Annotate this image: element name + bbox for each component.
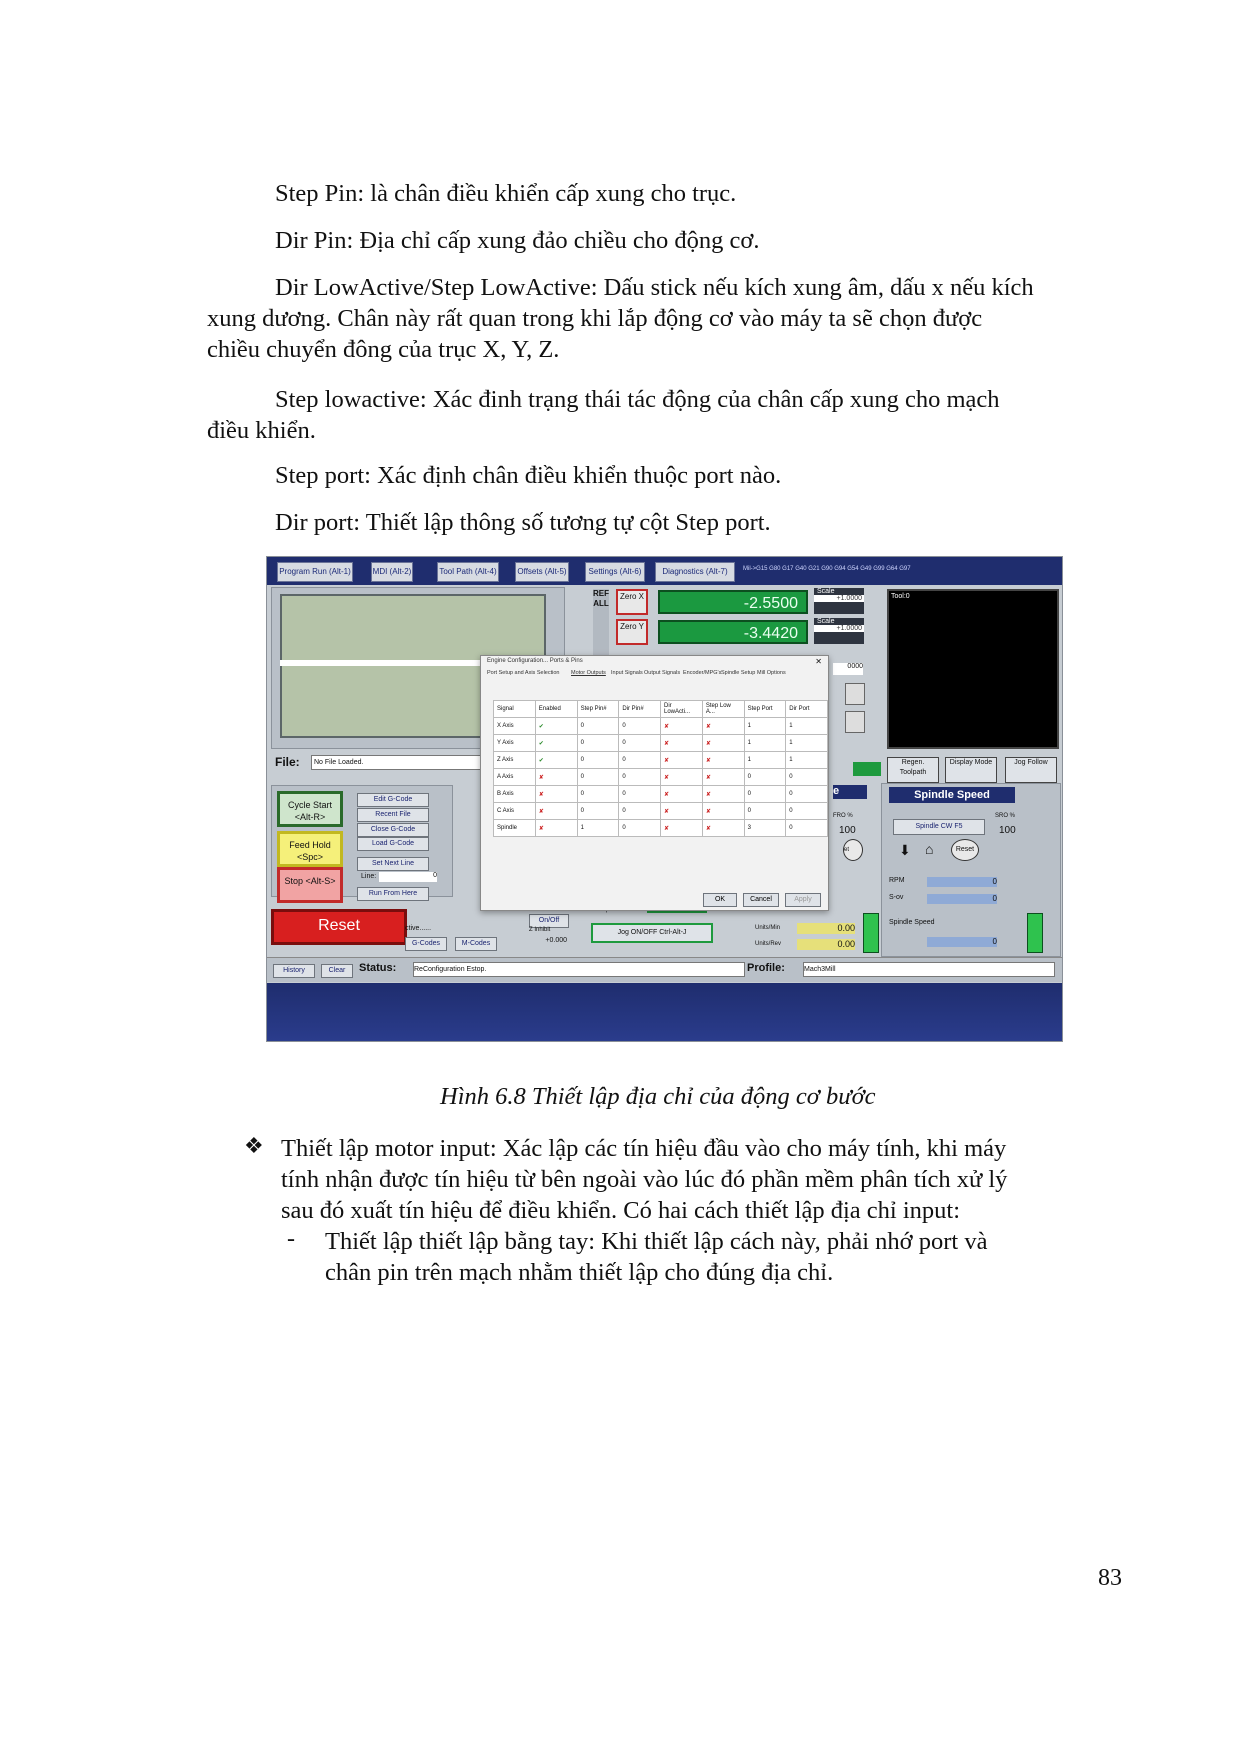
stop-button[interactable]: Stop <Alt-S> [277, 867, 343, 903]
text-line: xung dương. Chân này rất quan trong khi lắp động cơ vào máy ta sẽ chọn được [207, 305, 983, 332]
profile-field: Mach3Mill [803, 962, 1055, 977]
table-cell[interactable]: 0 [577, 752, 619, 769]
cancel-button[interactable]: Cancel [743, 893, 779, 907]
apply-button[interactable]: Apply [785, 893, 821, 907]
text-line: Step port: Xác định chân điều khiển thuộc port nào. [275, 462, 782, 489]
table-cell[interactable]: 0 [577, 769, 619, 786]
table-row [494, 803, 828, 820]
table-cell[interactable]: 0 [577, 718, 619, 735]
table-cell[interactable]: 0 [786, 769, 828, 786]
column-header: Step Port [744, 701, 786, 718]
column-header: Step Pin# [577, 701, 619, 718]
table-cell[interactable]: X Axis [494, 718, 536, 735]
mcodes-button[interactable]: M-Codes [455, 937, 497, 951]
scale-label: Scale [817, 588, 835, 595]
bottom-banner [267, 983, 1062, 1041]
feed-bar [863, 913, 879, 953]
table-row [494, 735, 828, 752]
zero-x-button[interactable]: Zero X [616, 589, 648, 615]
table-row [494, 752, 828, 769]
active-label: ctive...... [405, 925, 432, 932]
motor-outputs-table [493, 700, 828, 837]
table-cell[interactable]: 0 [619, 803, 661, 820]
spindle-speed-title: Spindle Speed [889, 787, 1015, 803]
table-header-row [494, 701, 828, 718]
dialog-tab-spindle-setup[interactable]: Spindle Setup [721, 670, 756, 676]
text-line: chiều chuyển đông của trục X, Y, Z. [207, 336, 560, 363]
table-cell[interactable]: 1 [744, 752, 786, 769]
table-cell[interactable]: 0 [619, 769, 661, 786]
gcodes-button[interactable]: G-Codes [405, 937, 447, 951]
text-line: sau đó xuất tín hiệu để điều khiển. Có hai cách thiết lập địa chỉ input: [281, 1197, 961, 1224]
spindle-bar [1027, 913, 1043, 953]
table-cell[interactable]: 0 [786, 786, 828, 803]
gcode-modal-line: Mil->G15 G80 G17 G40 G21 G90 G94 G54 G49 G99 G64 G97 [743, 566, 911, 572]
units-min-value: 0.00 [797, 923, 855, 934]
zero-y-button[interactable]: Zero Y [616, 619, 648, 645]
table-cell[interactable]: 0 [619, 718, 661, 735]
run-from-here-button[interactable]: Run From Here [357, 887, 429, 901]
green-indicator [853, 762, 881, 776]
scale-value: +1.0000 [814, 625, 864, 632]
table-cell[interactable]: C Axis [494, 803, 536, 820]
fro-label: FRO % [833, 813, 853, 819]
tab-program-run[interactable]: Program Run (Alt-1) [277, 562, 353, 582]
z-inhibit-value: +0.000 [545, 937, 567, 944]
text-line: chân pin trên mạch nhằm thiết lập cho đúng địa chỉ. [325, 1259, 834, 1286]
scale-y [814, 618, 864, 644]
dialog-tab-encoder[interactable]: Encoder/MPG's [683, 670, 722, 676]
feed-hold-button[interactable]: Feed Hold <Spc> [277, 831, 343, 867]
table-cell[interactable]: 0 [577, 735, 619, 752]
history-button[interactable]: History [273, 964, 315, 978]
ports-pins-dialog [480, 655, 829, 911]
status-label: Status: [359, 962, 397, 974]
table-cell[interactable]: 3 [744, 820, 786, 837]
units-min-label: Units/Min [755, 925, 781, 931]
edit-gcode-button[interactable]: Edit G-Code [357, 793, 429, 807]
column-header: Dir Port [786, 701, 828, 718]
rpm-value: 0 [927, 877, 997, 887]
tab-diagnostics[interactable]: Diagnostics (Alt-7) [655, 562, 735, 582]
table-cell[interactable]: 1 [577, 820, 619, 837]
units-rev-label: Units/Rev [755, 941, 782, 947]
paragraph-step-port [207, 460, 1122, 491]
text-line: Thiết lập thiết lập bằng tay: Khi thiết lập cách này, phải nhớ port và [325, 1228, 988, 1255]
jog-onoff-button[interactable]: Jog ON/OFF Ctrl-Alt-J [591, 923, 713, 943]
cycle-start-button[interactable]: Cycle Start <Alt-R> [277, 791, 343, 827]
sro-value: 100 [999, 825, 1016, 836]
table-cell[interactable]: Y Axis [494, 735, 536, 752]
file-field: No File Loaded. [311, 755, 555, 770]
status-bar [267, 957, 1062, 982]
load-gcode-button[interactable]: Load G-Code [357, 837, 429, 851]
table-cell[interactable]: ✘ [535, 803, 577, 820]
status-field: ReConfiguration Estop. [413, 962, 745, 977]
file-label: File: [275, 755, 300, 769]
spindle-speed-value: 0 [927, 937, 997, 947]
table-cell[interactable]: ✘ [535, 820, 577, 837]
table-cell[interactable]: ✘ [702, 718, 744, 735]
table-cell[interactable]: ✘ [661, 769, 703, 786]
spindle-speed-label: Spindle Speed [889, 919, 935, 926]
set-next-line-button[interactable]: Set Next Line [357, 857, 429, 871]
text-line: Step lowactive: Xác đinh trạng thái tác động của chân cấp xung cho mạch [275, 386, 1000, 413]
column-header: Dir Pin# [619, 701, 661, 718]
paragraph-step-lowactive [207, 384, 1122, 446]
arrow-down-icon[interactable]: ⬇ [899, 842, 911, 858]
table-cell[interactable]: 0 [744, 786, 786, 803]
table-cell[interactable]: 0 [744, 769, 786, 786]
table-cell[interactable]: ✘ [702, 752, 744, 769]
text-line: Dir port: Thiết lập thông số tương tự cột Step port. [275, 509, 771, 536]
mach3-screenshot-figure [266, 556, 1063, 1042]
tab-bar [267, 557, 1062, 585]
table-cell[interactable]: ✘ [702, 769, 744, 786]
fro-reset-button[interactable]: et [843, 839, 863, 861]
table-cell[interactable]: ✘ [702, 803, 744, 820]
dialog-tab-port-setup[interactable]: Port Setup and Axis Selection [487, 670, 560, 676]
text-line: Dir Pin: Địa chỉ cấp xung đảo chiều cho động cơ. [275, 227, 760, 254]
clear-button[interactable]: Clear [321, 964, 353, 978]
feedrate-title: e [833, 785, 867, 799]
dash-paragraph [325, 1226, 1125, 1288]
reset-button[interactable]: Reset [271, 909, 407, 945]
close-gcode-button[interactable]: Close G-Code [357, 823, 429, 837]
fro-value: 100 [839, 825, 856, 836]
scale-x [814, 588, 864, 614]
partial-button[interactable] [845, 711, 865, 733]
dash-bullet: - [287, 1226, 295, 1252]
figure-caption: Hình 6.8 Thiết lập địa chỉ của động cơ bước [440, 1083, 876, 1110]
dialog-tab-input-signals[interactable]: Input Signals [611, 670, 643, 676]
scale-z-value: 0000 [833, 663, 863, 675]
table-cell[interactable]: ✘ [661, 803, 703, 820]
line-label: Line: [361, 873, 377, 880]
table-cell[interactable]: 0 [786, 820, 828, 837]
dialog-title: Engine Configuration... Ports & Pins [487, 658, 583, 664]
table-cell[interactable]: A Axis [494, 769, 536, 786]
table-cell[interactable]: ✔ [535, 752, 577, 769]
bullet-paragraph [281, 1133, 1121, 1226]
tab-tool-path[interactable]: Tool Path (Alt-4) [437, 562, 499, 582]
table-row [494, 786, 828, 803]
ok-button[interactable]: OK [703, 893, 737, 907]
dialog-tab-motor-outputs[interactable]: Motor Outputs [571, 670, 606, 676]
table-cell[interactable]: 0 [577, 786, 619, 803]
recent-file-button[interactable]: Recent File [357, 808, 429, 822]
table-cell[interactable]: 1 [786, 735, 828, 752]
text-line: Thiết lập motor input: Xác lập các tín hiệu đầu vào cho máy tính, khi máy [281, 1135, 1007, 1162]
sro-label: SRO % [995, 813, 1016, 819]
sov-label: S-ov [889, 894, 904, 901]
table-cell[interactable]: ✘ [702, 820, 744, 837]
diamond-bullet-icon: ❖ [244, 1133, 264, 1158]
motor-rows [494, 718, 828, 837]
table-cell[interactable]: 0 [619, 786, 661, 803]
table-cell[interactable]: 0 [786, 803, 828, 820]
toolpath-display [887, 589, 1059, 749]
table-cell[interactable]: Z Axis [494, 752, 536, 769]
dro-y[interactable]: -3.4420 [658, 620, 808, 644]
table-cell[interactable]: 1 [744, 735, 786, 752]
table-cell[interactable]: ✘ [535, 786, 577, 803]
table-cell[interactable]: ✘ [535, 769, 577, 786]
table-cell[interactable]: Spindle [494, 820, 536, 837]
table-row [494, 718, 828, 735]
table-cell[interactable]: 0 [619, 735, 661, 752]
display-mode-button[interactable]: Display Mode [945, 757, 997, 783]
table-cell[interactable]: 1 [744, 718, 786, 735]
paragraph-low-active [207, 272, 1122, 365]
table-cell[interactable]: ✔ [535, 718, 577, 735]
text-line: tính nhận được tín hiệu từ bên ngoài vào lúc đó phần mềm phân tích xử lý [281, 1166, 1008, 1193]
partial-button[interactable] [845, 683, 865, 705]
scale-value: +1.0000 [814, 595, 864, 602]
table-cell[interactable]: 0 [744, 803, 786, 820]
table-cell[interactable]: 0 [619, 752, 661, 769]
home-icon[interactable]: ⌂ [925, 841, 934, 857]
z-inhibit-label: Z Inhibit [529, 927, 551, 933]
regen-toolpath-button[interactable]: Regen. Toolpath [887, 757, 939, 783]
column-header: Enabled [535, 701, 577, 718]
tool-label: Tool:0 [891, 593, 910, 600]
sro-reset-button[interactable]: Reset [951, 839, 979, 861]
tab-settings[interactable]: Settings (Alt-6) [585, 562, 645, 582]
table-cell[interactable]: B Axis [494, 786, 536, 803]
text-line: Dir LowActive/Step LowActive: Dấu stick nếu kích xung âm, dấu x nếu kích [275, 274, 1034, 301]
table-cell[interactable]: ✘ [661, 820, 703, 837]
table-cell[interactable]: ✘ [661, 752, 703, 769]
tab-mdi[interactable]: MDI (Alt-2) [371, 562, 413, 582]
table-cell[interactable]: ✘ [661, 718, 703, 735]
paragraph-step-pin [207, 178, 1122, 209]
paragraph-dir-pin [207, 225, 1122, 256]
jog-follow-button[interactable]: Jog Follow [1005, 757, 1057, 783]
scale-label: Scale [817, 618, 835, 625]
table-cell[interactable]: 0 [619, 820, 661, 837]
sov-value: 0 [927, 894, 997, 904]
table-cell[interactable]: 0 [577, 803, 619, 820]
table-cell[interactable]: ✔ [535, 735, 577, 752]
rpm-label: RPM [889, 877, 905, 884]
table-row [494, 769, 828, 786]
page-number: 83 [1098, 1565, 1122, 1591]
column-header: Step Low A... [702, 701, 744, 718]
close-icon[interactable]: ✕ [815, 657, 822, 666]
dialog-tab-output-signals[interactable]: Output Signals [644, 670, 681, 676]
tab-offsets[interactable]: Offsets (Alt-5) [515, 562, 569, 582]
table-cell[interactable]: ✘ [661, 786, 703, 803]
table-cell[interactable]: ✘ [702, 735, 744, 752]
paragraph-dir-port [207, 507, 1122, 538]
table-cell[interactable]: 1 [786, 752, 828, 769]
dro-x[interactable]: -2.5500 [658, 590, 808, 614]
line-field[interactable]: 0 [379, 872, 437, 882]
text-line: điều khiển. [207, 417, 316, 444]
text-line: Step Pin: là chân điều khiển cấp xung cho trục. [275, 180, 737, 207]
column-header: Signal [494, 701, 536, 718]
table-cell[interactable]: ✘ [661, 735, 703, 752]
ref-all-button[interactable]: REFALL [593, 589, 609, 669]
table-row [494, 820, 828, 837]
dialog-tab-mill-options[interactable]: Mill Options [757, 670, 786, 676]
spindle-cw-button[interactable]: Spindle CW F5 [893, 819, 985, 835]
profile-label: Profile: [747, 962, 785, 974]
table-cell[interactable]: 1 [786, 718, 828, 735]
column-header: Dir LowActi... [661, 701, 703, 718]
units-rev-value: 0.00 [797, 939, 855, 950]
table-cell[interactable]: ✘ [702, 786, 744, 803]
onoff-button[interactable]: On/Off [529, 914, 569, 928]
